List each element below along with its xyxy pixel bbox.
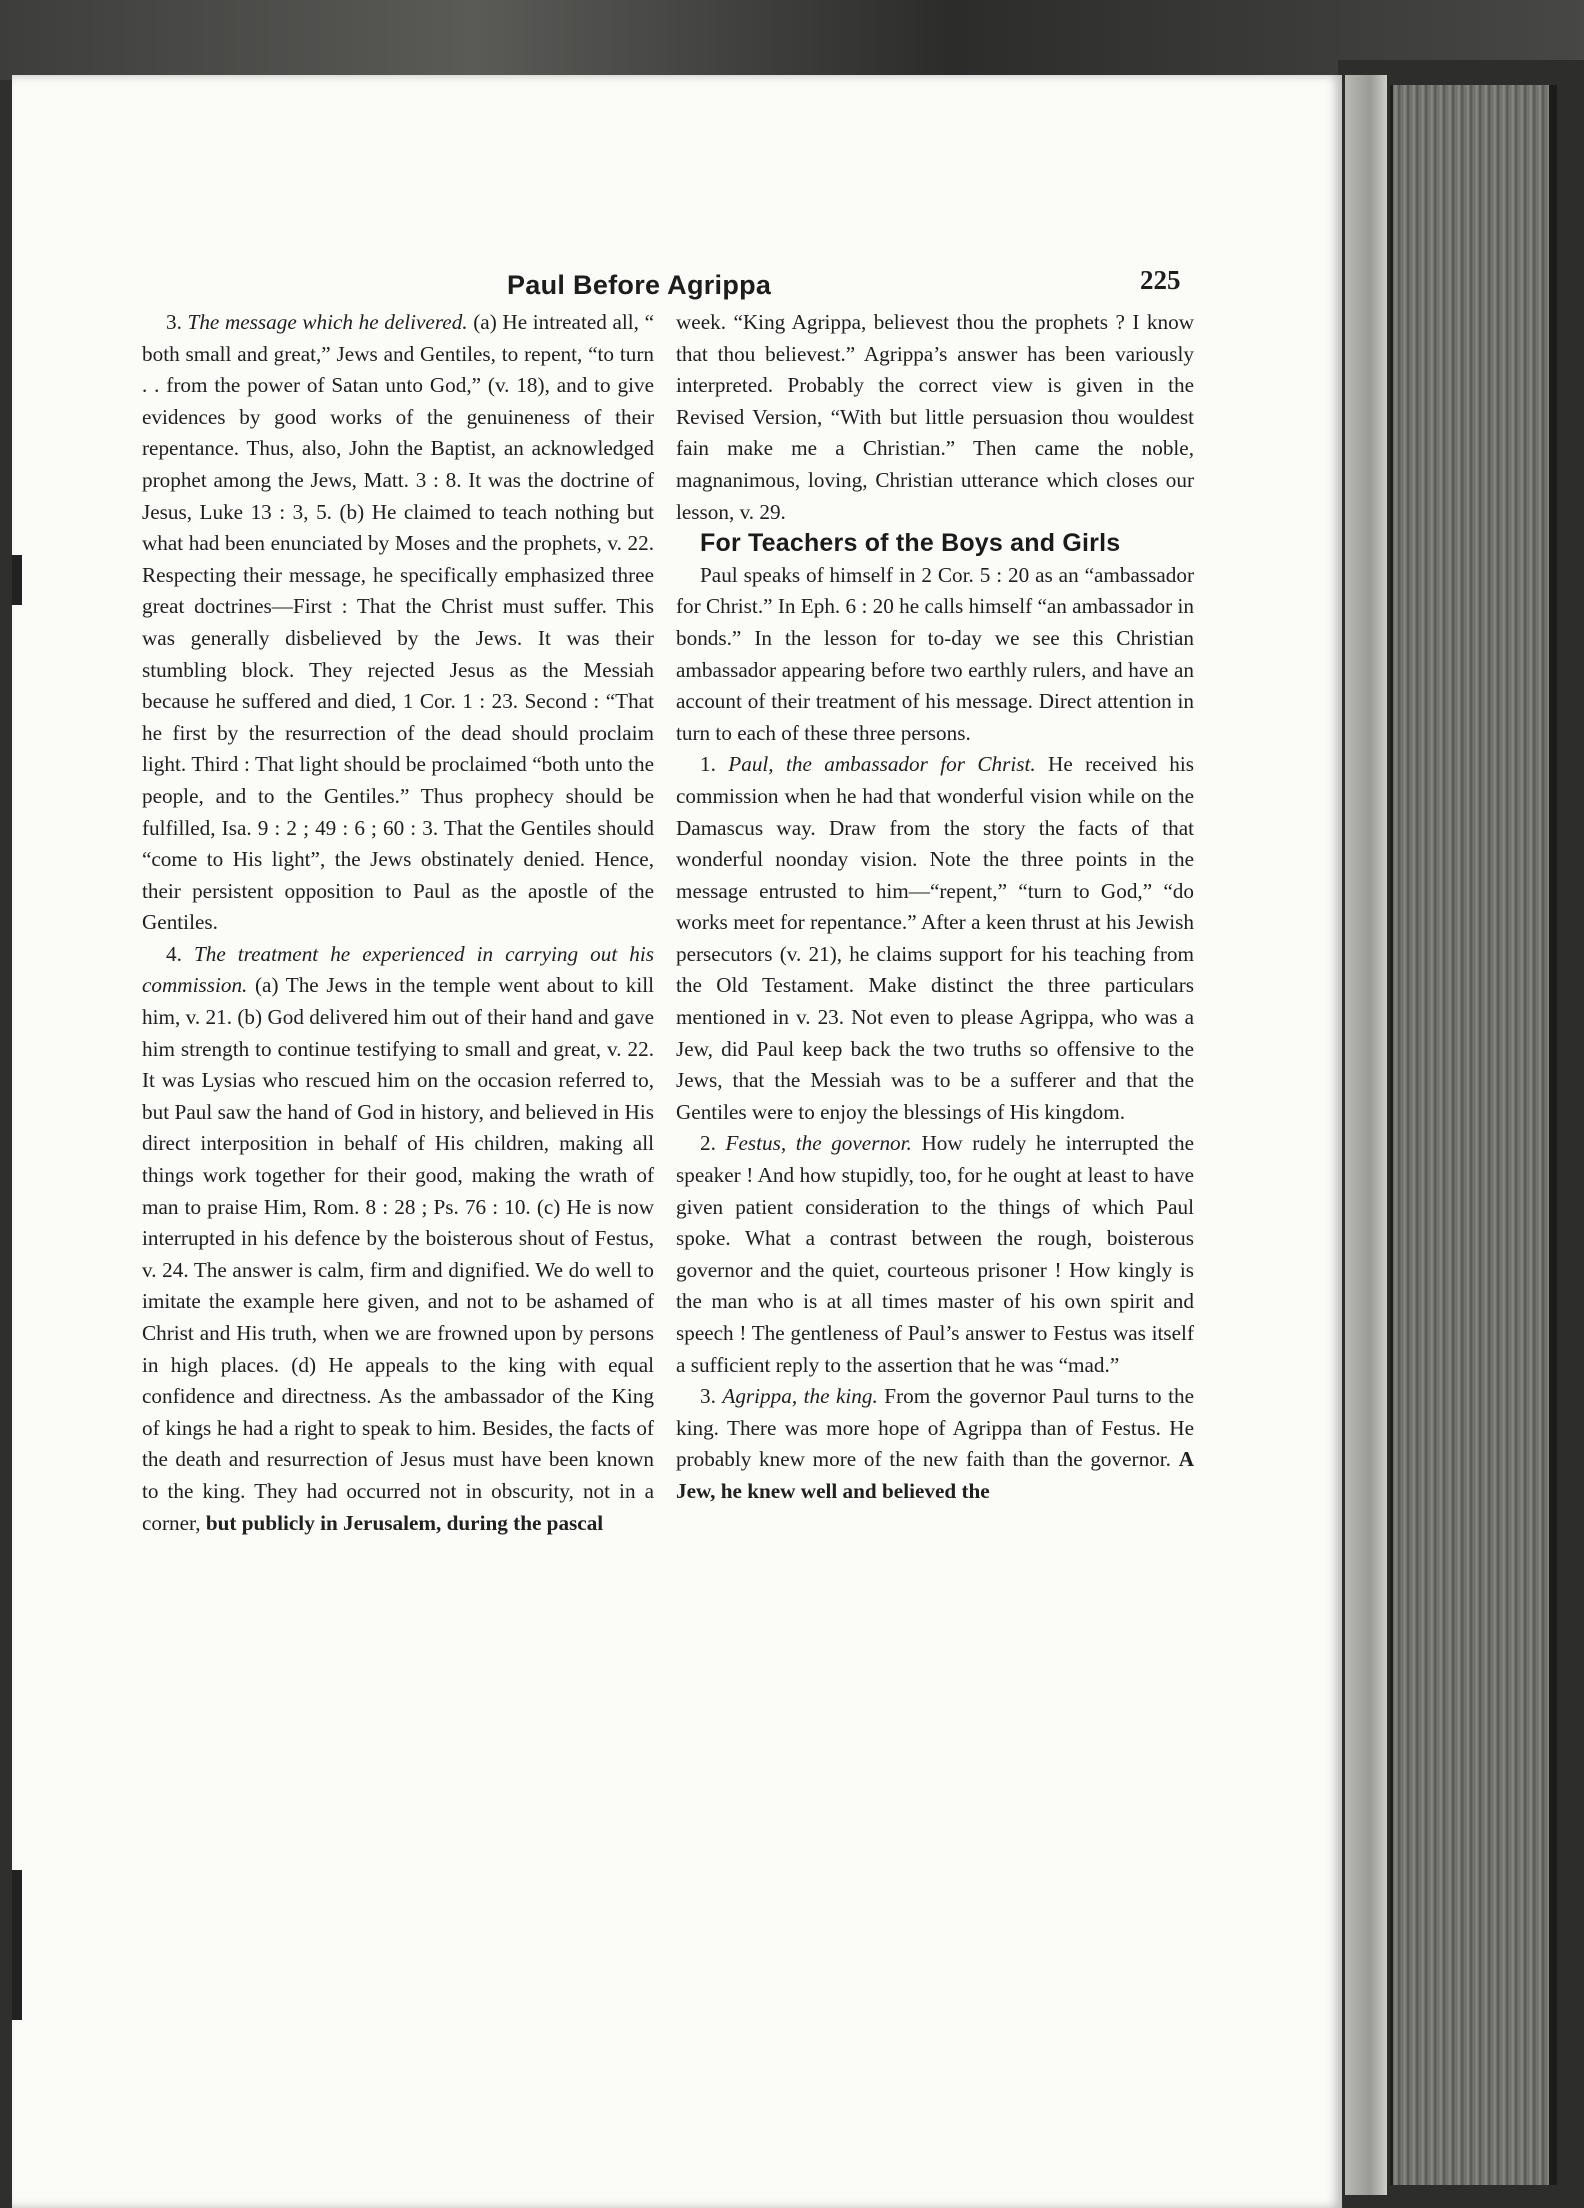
binding-mark xyxy=(12,1870,22,2020)
paragraph-number: 1. xyxy=(700,752,716,777)
paragraph-number: 2. xyxy=(700,1131,716,1156)
right-column xyxy=(676,307,1194,1508)
paragraph-text-bold-tail: A Jew, he knew well and believed the xyxy=(676,1447,1195,1503)
paragraph-message-delivered xyxy=(142,307,654,939)
left-column xyxy=(142,307,654,1539)
paragraph-number: 3. xyxy=(700,1384,716,1409)
paragraph-number: 3. xyxy=(166,310,182,334)
paragraph-text: (a) He intreated all, “ both small and great,” Jews and Gentiles, to repent, “to turn . . from the power of Satan unto God,” (v. 18), and to give evidences by good works of the genuineness of their repentance. Thus, also, John the Baptist, an acknowledged prophet among the Jews, Matt. 3 : 8. It was the doctrine of Jesus, Luke 13 : 3, 5. (b) He claimed to teach nothing but what had been enunciated by Moses and the prophets, v. 22. Respecting their message, he specifically emphasized three great doctrines—First : That the Christ must suffer. This was generally disbelieved by the Jews. It was their stumbling block. They rejected Jesus as the Messiah because he suffered and died, 1 Cor. 1 : 23. Second : “That he first by the resurrection of the dead should proclaim light. Third : That light should be proclaimed “both unto the people, and to the Gentiles.” Thus prophecy should be fulfilled, Isa. 9 : 2 ; 49 : 6 ; 60 : 3. That the Gentiles should “come to His light”, the Jews obstinately denied. Hence, their persistent opposition to Paul as the apostle of the Gentiles. xyxy=(142,310,654,935)
binding-mark xyxy=(12,555,22,605)
paragraph-treatment-experienced xyxy=(142,939,654,1539)
paragraph-text: How rudely he interrupted the speaker ! And how stupidly, too, for he ought at least to have given patient consideration to the things of which Paul spoke. What a contrast between the rough, boisterous governor and the quiet, courteous prisoner ! How kingly is the man who is at all times master of his own spirit and speech ! The gentleness of Paul’s answer to Festus was itself a sufficient reply to the assertion that he was “mad.” xyxy=(676,1131,1195,1377)
paragraph-agrippa-king xyxy=(676,1381,1194,1507)
page-edge-strip xyxy=(1345,75,1387,2195)
paragraph-continuation: week. “King Agrippa, believest thou the prophets ? I know that thou believest.” Agrippa’s answer has been variously interpreted. Probably the correct view is given in the Revised Version, “With but little persuasion thou wouldest fain make me a Christian.” Then came the noble, magnanimous, loving, Christian utterance which closes our lesson, v. 29. xyxy=(676,310,1194,524)
paragraph-text: From the governor Paul turns to the king. There was more hope of Agrippa than of Festus. He probably knew more of the new faith than the governor. xyxy=(676,1384,1194,1472)
book-fore-edge xyxy=(1390,85,1553,2185)
paragraph-title: The treatment he experienced in carrying out his commission. xyxy=(142,941,655,998)
paragraph-text: He received his commission when he had that wonderful vision while on the Damascus way. Draw from the story the facts of that wonderful noonday vision. Note the three points in the message entrusted to him—“repent,” “turn to God,” “do works meet for repentance.” After a keen thrust at his Jewish persecutors (v. 21), he claims support for his teaching from the Old Testament. Make distinct the three particulars mentioned in v. 23. Not even to please Agrippa, who was a Jew, did Paul keep back the two truths so offensive to the Jews, that the Messiah was to be a sufferer and that the Gentiles were to enjoy the blessings of His kingdom. xyxy=(676,752,1195,1124)
book-page xyxy=(12,75,1342,2208)
paragraph-title: Festus, the governor. xyxy=(725,1131,912,1156)
paragraph-text: (a) The Jews in the temple went about to kill him, v. 21. (b) God delivered him out of their hand and gave him strength to continue testifying to small and great, v. 22. It was Lysias who rescued him on the occasion referred to, but Paul saw the hand of God in history, and believed in His direct interposition in behalf of His children, making all things work together for their good, making the wrath of man to praise Him, Rom. 8 : 28 ; Ps. 76 : 10. (c) He is now interrupted in his defence by the boisterous shout of Festus, v. 24. The answer is calm, firm and dignified. We do well to imitate the example here given, and not to be ashamed of Christ and His truth, when we are frowned upon by persons in high places. (d) He appeals to the king with equal confidence and directness. As the ambassador of the King of kings he had a right to speak to him. Besides, the facts of the death and resurrection of Jesus must have been known to the king. They had occurred not in obscurity, not in a corner, xyxy=(142,973,655,1535)
running-title: Paul Before Agrippa xyxy=(507,270,772,300)
paragraph-number: 4. xyxy=(166,941,182,966)
paragraph-text-bold-tail: but publicly in Jerusalem, during the pascal xyxy=(205,1510,604,1535)
paragraph-title: Paul, the ambassador for Christ. xyxy=(728,752,1036,777)
paragraph-ambassador-intro: Paul speaks of himself in 2 Cor. 5 : 20 as an “ambassador for Christ.” In Eph. 6 : 20 he calls himself “an ambassador in bonds.” In the lesson for to-day we see this Christian ambassador appearing before two earthly rulers, and have an account of their treatment of his message. Direct attention in turn to each of these three persons. xyxy=(676,562,1194,745)
paragraph-title: Agrippa, the king. xyxy=(722,1384,878,1409)
paragraph-festus-governor xyxy=(676,1128,1194,1381)
page-number: 225 xyxy=(1140,265,1181,295)
paragraph-paul-ambassador xyxy=(676,749,1194,1128)
section-heading: For Teachers of the Boys and Girls xyxy=(700,529,1121,558)
paragraph-title: The message which he delivered. xyxy=(187,310,468,334)
